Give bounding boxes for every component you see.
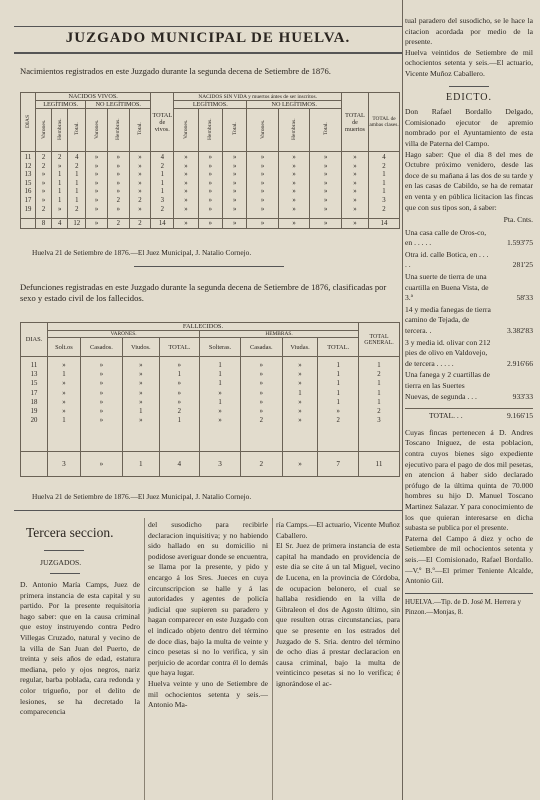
col-casados: Casados. <box>80 338 122 357</box>
deaths-varones: VARONES. <box>48 331 200 338</box>
births-total-cell: 2 <box>129 219 151 229</box>
deaths-total-cell: 4 <box>159 452 199 477</box>
births-group-muertos: NACIDOS SIN VIDA y muertos ántes de ser inscritos. <box>174 93 342 101</box>
col-viudas: Viudas. <box>282 338 318 357</box>
section-divider <box>14 510 402 511</box>
fincas-list <box>405 228 533 403</box>
births-days: 11 12 13 15 16 17 19 <box>21 152 36 219</box>
deaths-total-cell: 11 <box>359 452 400 477</box>
finca-row <box>405 272 533 304</box>
col-casadas: Casadas. <box>240 338 282 357</box>
col-varones: Varones. <box>182 119 189 139</box>
births-cell: » » » » » » » <box>247 152 278 219</box>
deaths-table <box>20 322 400 477</box>
col-varones: Varones. <box>259 119 266 139</box>
finca-value: 3.382'83 <box>506 326 533 336</box>
births-group-vivos: NACIDOS VIVOS. <box>36 93 151 101</box>
births-total-cell: » <box>310 219 342 229</box>
dead-sub-legitimos: LEGÍTIMOS. <box>174 101 247 109</box>
finca-row <box>405 228 533 249</box>
dead-sub-ilegitimos: NO LEGÍTIMOS. <box>247 101 342 109</box>
finca-row <box>405 305 533 337</box>
col-hembras: Hembras. <box>56 118 63 140</box>
deaths-total-cell: 1 <box>123 452 160 477</box>
col-total-v: TOTAL. <box>159 338 199 357</box>
finca-value: 1.593'75 <box>506 238 533 248</box>
col-hembras: Hembras. <box>291 118 298 140</box>
finca-row <box>405 338 533 370</box>
column-separator <box>144 518 145 800</box>
births-total-cell: 8 <box>36 219 52 229</box>
births-total-cell: 12 <box>68 219 86 229</box>
births-cell: » » » » » » » <box>174 152 198 219</box>
fincas-total-label: TOTAL. . . <box>429 411 463 421</box>
finca-text: Una casa calle de Oros-co, en . . . . . <box>405 227 487 248</box>
finca-text: 3 y media id. olivar con 212 pies de olivo en Valdovejo, de tercera . . . . . <box>405 337 491 368</box>
births-col-dias: DIAS <box>25 114 31 128</box>
col-hembras: Hembras. <box>115 118 122 140</box>
finca-value: 58'33 <box>516 293 533 303</box>
imprint: HUELVA.—Tip. de D. José M. Herrera y Pinzon.—Monjas, 8. <box>405 593 533 618</box>
deaths-total-cell: » <box>80 452 122 477</box>
deaths-title: Defunciones registradas en este Juzgado durante la segunda decena de Setiembre de 1876, clasificadas por sexo y estado civil de los fallecidos. <box>20 282 387 303</box>
births-cell: » » » » » » » <box>310 152 342 219</box>
column-separator <box>272 518 273 800</box>
ptas-label: Pta. Cnts. <box>503 215 533 225</box>
left-column <box>14 0 402 800</box>
column-rule <box>402 0 403 800</box>
deaths-days: 11 13 15 17 18 19 20 <box>21 357 48 452</box>
finca-row <box>405 370 533 402</box>
finca-value: 281'25 <box>512 260 533 270</box>
births-cell: » » » » » » » <box>222 152 246 219</box>
births-table <box>20 92 400 229</box>
col-total: Total. <box>322 122 329 136</box>
finca-text: Una fanega y 2 cuartillas de tierra en las Suertes Nuevas, de segunda . . . <box>405 370 490 401</box>
right-top-text: tual paradero del susodicho, se le hace la citacion acordada por medio de la presente. Huelva veintidos de Setiembre de mil ochocientos setenta y seis.—El actuario, Vicente Muñoz Caballero. <box>405 16 533 78</box>
col-viudos: Viudos. <box>123 338 160 357</box>
births-cell: » » » » » 2 » <box>129 152 151 219</box>
deaths-total-cell <box>21 452 48 477</box>
births-sub-legitimos: LEGÍTIMOS. <box>36 101 86 109</box>
finca-text: Una suerte de tierra de una cuartilla en Buena Vista, de 3.ª <box>405 272 489 303</box>
finca-row <box>405 250 533 271</box>
deaths-cell: 1 2 1 1 1 2 3 <box>359 357 400 452</box>
article-col-1: D. Antonio María Camps, Juez de primera instancia de esta capital y su partido. Por la presente requisitoria hago saber: que en la causa criminal que estoy instruyendo contra Pedro Villegas Cruzado, natural y vecino de la villa de San Juan del Puerto, de treinta y seis años de edad, estatura mediana, pelo y ojos negros, nariz regular, barba poblada, cara redonda y color trigueño, por el delito de lesiones, se ha decretado la comparecencia <box>20 580 140 717</box>
col-hembras: Hembras. <box>207 118 214 140</box>
fincas-total-row <box>405 408 533 422</box>
deaths-total-general: TOTAL GENERAL. <box>359 323 400 357</box>
article-col-3: ría Camps.—El actuario, Vicente Muñoz Caballero. El Sr. Juez de primera instancia de esta capital ha mandado en providencia de este dia se cite á un tal Miguel, vecino de Lucena, en la provincia de Córdoba, de ocupacion belonero, el cual se hallaba residiendo en la villa de Gibraleon el dos de Agosto último, sin que resulten otras circunstancias, para que se presente en los estrados del Juzgado de S. Sria. dentro del término de ocho dias á prestar declaracion en causa criminal, bajo la multa de veinticinco pesetas si no lo verifica; é ignorándose el ac- <box>276 520 400 688</box>
deaths-total-cell: 7 <box>318 452 359 477</box>
finca-value: 933'33 <box>512 391 533 401</box>
col-solteras: Solteras. <box>200 338 241 357</box>
deaths-cell: » 1 » » » » 1 <box>48 357 81 452</box>
births-total-cell: 2 <box>107 219 129 229</box>
col-solteros: Solt.os <box>48 338 81 357</box>
right-column <box>405 0 533 800</box>
births-total-cell: 4 <box>52 219 68 229</box>
deaths-cell: » 1 » » » 2 1 <box>159 357 199 452</box>
section-subtitle: JUZGADOS. <box>40 558 82 567</box>
fincas-total-value: 9.166'15 <box>506 411 533 421</box>
births-total-cell: » <box>222 219 246 229</box>
col-varones: Varones. <box>93 119 100 139</box>
births-total-cell: » <box>342 219 369 229</box>
deaths-total-cell: » <box>282 452 318 477</box>
header-rule-bottom <box>14 52 402 54</box>
births-footer: Huelva 21 de Setiembre de 1876.—El Juez Municipal, J. Natalio Cornejo. <box>32 248 252 257</box>
deaths-cell: 1 1 1 1 1 » 2 <box>318 357 359 452</box>
deaths-cell: » » » 1 » » » <box>282 357 318 452</box>
edicto-body: Don Rafael Bordallo Delgado, Comisionado ejecutor de apremio nombrado por el Ayuntamiento de esta villa de Paterna del Campo. Hago saber: Que el dia 8 del mes de Octubre próximo venidero, desde las doce de su mañana á las dos de su tarde y en las casas de Cabildo, se ha de rematar en venta y en pública licitacion las fincas que con sus tipos son, á saber: <box>405 107 533 212</box>
births-sub-ilegitimos: NO LEGÍTIMOS. <box>86 101 151 109</box>
births-total-cell: » <box>198 219 222 229</box>
deaths-total-cell: 3 <box>48 452 81 477</box>
col-total: Total. <box>73 122 80 136</box>
finca-text: Otra id. calle Botica, en . . . . . <box>405 249 489 270</box>
deaths-hembras: HEMBRAS. <box>200 331 359 338</box>
col-varones: Varones. <box>40 119 47 139</box>
births-total-cell: » <box>174 219 198 229</box>
births-cell: 4 2 1 1 1 3 2 <box>369 152 400 219</box>
divider <box>134 266 284 267</box>
deaths-total-cell: 3 <box>200 452 241 477</box>
finca-value: 2.916'66 <box>506 358 533 368</box>
births-total-cell: » <box>278 219 309 229</box>
edicto-closing: Cuyas fincas pertenecen á D. Andres Toscano Iniguez, de esta poblacion, contra cuyos bienes sigo expediente ejecutivo para el pago de dos mil pesetas, en atencion á haber sido declarado prófugo de la última quinta de 70.000 hombres su hijo D. Manuel Toscano Martinez Salazar. Y para conocimiento de los que quieran interesarse en dicha subasta se publica por el presente. Paterna del Campo á diez y ocho de Setiembre de mil ochocientos setenta y seis.—El Comisionado, Rafael Bordallo.—V.º B.º—El primer Teniente Alcalde, Antonio Gil. <box>405 427 533 586</box>
births-total-cell: 14 <box>369 219 400 229</box>
header-rule-top <box>14 26 402 27</box>
deaths-cell: 1 1 1 » 1 » » <box>200 357 241 452</box>
col-total: Total. <box>231 122 238 136</box>
births-total-muertos: TOTAL de muertos <box>342 93 369 152</box>
births-cell: 2 » 1 1 1 1 » <box>52 152 68 219</box>
divider <box>449 86 489 87</box>
col-total-h: TOTAL. <box>318 338 359 357</box>
deaths-cell: » » » » » 1 » <box>123 357 160 452</box>
deaths-cell: » » » » » » 2 <box>240 357 282 452</box>
births-cell: 2 2 » » » » 2 <box>36 152 52 219</box>
births-total-cell <box>21 219 36 229</box>
births-total-cell: 14 <box>151 219 174 229</box>
births-total-cell: » <box>86 219 108 229</box>
births-cell: 4 2 1 1 1 1 2 <box>68 152 86 219</box>
deaths-fallecidos: FALLECIDOS. <box>48 323 359 331</box>
births-cell: » » » » » » » <box>278 152 309 219</box>
births-total-ambas: TOTAL de ambas clases. <box>369 93 400 152</box>
deaths-total-cell: 2 <box>240 452 282 477</box>
births-cell: » » » » » » » <box>86 152 108 219</box>
finca-text: 14 y media fanegas de tierra camino de Tejada, de tercera. . <box>405 304 491 336</box>
births-total-cell: » <box>247 219 278 229</box>
edicto-heading: EDICTO. <box>446 91 492 103</box>
title-rule <box>44 550 84 551</box>
births-cell: » » » » » 2 » <box>107 152 129 219</box>
births-title: Nacimientos registrados en este Juzgado durante la segunda decena de Setiembre de 1876. <box>20 66 331 76</box>
births-cell: » » » » » » » <box>198 152 222 219</box>
subtitle-rule <box>50 573 80 574</box>
births-cell: 4 2 1 1 1 3 2 <box>151 152 174 219</box>
deaths-col-dias: DIAS. <box>21 323 48 357</box>
births-cell: » » » » » » » <box>342 152 369 219</box>
births-total-vivos: TOTAL de vivos. <box>151 93 174 152</box>
col-total: Total. <box>136 122 143 136</box>
deaths-footer: Huelva 21 de Setiembre de 1876.—El Juez Municipal, J. Natalio Cornejo. <box>32 492 252 501</box>
page-title: JUZGADO MUNICIPAL DE HUELVA. <box>65 30 351 46</box>
article-col-2: del susodicho para recibirle declaracion inquisitiva; y no habiendo sido hallado en su domicilio ni podidose averiguar donde se encuentra, se llama por la presente, y pido y encargo á los Sres. Jueces en cuya circunscripcion se halle y á las autoridades y agentes de policía judicial que supieren su paradero y hagan comparecer en este Juzgado con el indicado objeto dentro del término de doce dias, bajo la multa de veinte y cinco pesetas si no lo verifica, y sin perjuicio de acordar contra él lo demás que haya lugar. Huelva veinte y uno de Setiembre de mil ochocientos setenta y seis.—Antonio Ma- <box>148 520 268 710</box>
deaths-cell: » » » » » » » <box>80 357 122 452</box>
section-title: Tercera seccion. <box>26 525 114 540</box>
